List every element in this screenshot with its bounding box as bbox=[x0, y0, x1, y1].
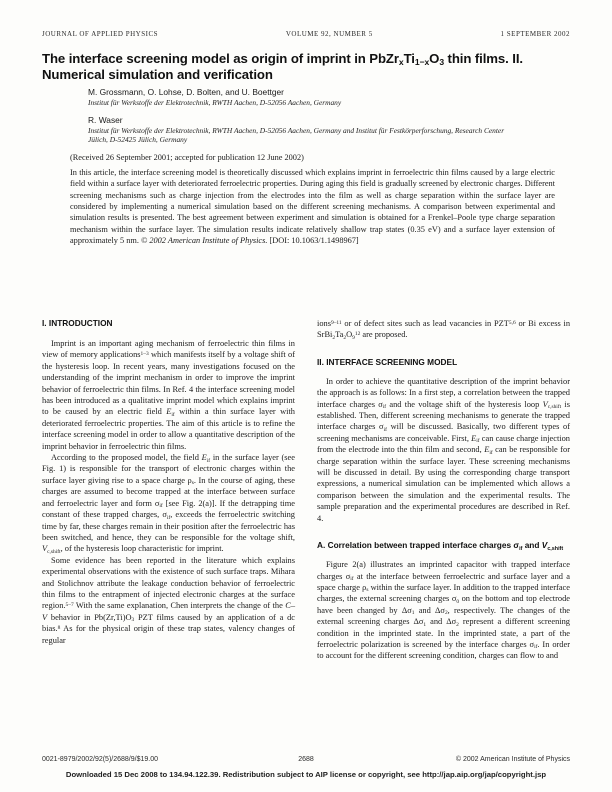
subsection-heading-a: A. Correlation between trapped interface charges $\sigma_{if}$ and $V_{c,shift}$ bbox=[317, 540, 564, 552]
received-accepted-line: (Received 26 September 2001; accepted for publication 12 June 2002) bbox=[70, 153, 304, 162]
author-affiliation-1: Institut für Werkstoffe der Elektrotechnik, RWTH Aachen, D-52056 Aachen, Germany bbox=[88, 98, 342, 107]
footer-line bbox=[42, 756, 570, 766]
intro-paragraph-2: According to the proposed model, the field $E_{if}$ in the surface layer (see Fig. 1) is responsible for the transport of electronic charges within the surface layer giving rise to a space charge $\rho_s$. In the course of aging, these charges are assumed to become trapped at the interface between surface and ferroelectric layer and form $\sigma_{if}$ [see Fig. 2(a)]. If the detrapping time constant of these trapped charges, $\sigma_{if}$, exceeds the ferroelectric switching time by far, these charges remain in their position after the ferroelectric has been switched, and hence, they can be responsible for the voltage shift, $V_{c,shift}$, of the hysteresis loop characteristic for imprint. bbox=[42, 453, 295, 555]
section-heading-introduction: I. INTRODUCTION bbox=[42, 318, 113, 328]
journal-name: JOURNAL OF APPLIED PHYSICS bbox=[42, 30, 159, 38]
intro-paragraph-1: Imprint is an important aging mechanism of ferroelectric thin films in view of memory applications$^{1-3}$ which manifests itself by a voltage shift of the hysteresis loop. In recent years, many investigations focused on the understanding of the imprint mechanism in order to improve the imprint behavior of ferroelectric thin films. In Ref. 4 the interface screening model has been introduced as a qualitative imprint model which explains imprint to be caused by an electric field $E_{if}$ within a thin surface layer with deteriorated ferroelectric properties. The aim of this article is to refine the interface screening model in order to allow a quantitative description of the imprint behavior in ferroelectric thin films. bbox=[42, 339, 295, 451]
paper-title: The interface screening model as origin of imprint in $PbZr_xTi_{1-x}O_3$ thin films. II. Numerical simulation and verification bbox=[42, 51, 523, 82]
author-affiliation-2: Institut für Werkstoffe der Elektrotechnik, RWTH Aachen, D-52056 Aachen, Germany and Institut für Festkörperforschung, Research Center Jülich, D-52425 Jülich, Germany bbox=[88, 126, 505, 144]
footer-copyright: © 2002 American Institute of Physics bbox=[455, 756, 570, 763]
authors-block bbox=[70, 87, 548, 162]
footer-page-number: 2688 bbox=[298, 756, 314, 763]
section2-paragraph: In order to achieve the quantitative description of the imprint behavior the approach is as follows: In a first step, a correlation between the trapped interface charges $\sigma_{if}$ and the voltage shift of the hysteresis loop $V_{c,shift}$ is established. Then, different screening mechanisms to generate the trapped interface charges $\sigma_{if}$ will be discussed. Basically, two different types of screening mechanisms are conceivable. First, $E_{if}$ can cause charge injection from the electrode into the thin film and second, $E_{if}$ can be responsible for charge separation within the surface layer. These screening mechanisms will be discussed in detail. By using the corresponding charge transport expressions, a numerical simulation can be implemented which allows a comparison between the simulation and the experimental results. The sample preparation and the experimental procedures are described in Ref. 4. bbox=[317, 376, 570, 523]
column-right bbox=[317, 318, 570, 662]
author-names-group-2: R. Waser bbox=[88, 115, 123, 125]
intro-paragraph-3-continuation: ions$^{9-11}$ or of defect sites such as lead vacancies in PZT$^{5,6}$ or Bi excess in $SrBi_2Ta_2O_9^{12}$ are proposed. bbox=[317, 319, 571, 341]
subsection-a-paragraph: Figure 2(a) illustrates an imprinted capacitor with trapped interface charges $\sigma_{if}$ at the interface between ferroelectric and surface layer and a space charge $\rho_s$ within the surface layer. In addition to the trapped interface charges, the external screening charges $\sigma_0$ on the bottom and top electrode have been changed by $\Delta\sigma_1$ and $\Delta\sigma_2$, respectively. The changes of the external screening charges $\Delta\sigma_1$ and $\Delta\sigma_2$ represent a different screening condition in the imprinted state. In the imprinted state, a part of the ferroelectric polarization is screened by the interface charges $\sigma_{if}$. In order to account for the different screening condition, charges can flow to and bbox=[317, 560, 570, 661]
footer-issn-code: 0021-8979/2002/92(5)/2688/9/$19.00 bbox=[42, 756, 158, 763]
volume-issue: VOLUME 92, NUMBER 5 bbox=[285, 30, 373, 38]
running-header bbox=[42, 30, 570, 38]
intro-paragraph-3: Some evidence has been reported in the literature which explains experimental observations with the existence of such surface traps. Mihara and Stolichnov attribute the leakage conduction behavior of ferroelectric thin films to the entrapment of injected electronic charges at the surface region.$^{5-7}$ With the same explanation, Chen interprets the change of the C–V behavior in $Pb(Zr,Ti)O_3$ PZT films caused by an application of a dc bias.$^8$ As for the physical origin of these trap states, valency changes of regular bbox=[42, 555, 295, 645]
download-notice: Downloaded 15 Dec 2008 to 134.94.122.39. Redistribution subject to AIP license or copyright, see http://jap.aip.org/jap/copyright.jsp bbox=[65, 770, 547, 779]
column-left bbox=[42, 318, 295, 646]
issue-date: 1 SEPTEMBER 2002 bbox=[500, 30, 570, 38]
author-names-group-1: M. Grossmann, O. Lohse, D. Bolten, and U. Boettger bbox=[88, 87, 284, 97]
abstract-text: In this article, the interface screening model is theoretically discussed which explains imprint in ferroelectric thin films caused by a large electric field within a surface layer with deteriorated ferroelectric properties. During aging this field is gradually screened by electronic charges. Different screening mechanisms such as charge injection from the electrodes into the film as well as charge separation within the surface layer are considered by implementing a numerical simulation based on the different screening mechanisms. A comparison between experimental and simulation results is presented. The best agreement between experiment and simulation is obtained for a Frenkel–Poole type charge separation mechanism within the surface layer. The simulation results indicate relatively shallow trap states (0.35 eV) and a surface layer extension of approximately 5 nm. © 2002 American Institute of Physics. [DOI: 10.1063/1.1498967] bbox=[70, 168, 555, 246]
section-heading-interface-screening-model: II. INTERFACE SCREENING MODEL bbox=[317, 356, 458, 367]
